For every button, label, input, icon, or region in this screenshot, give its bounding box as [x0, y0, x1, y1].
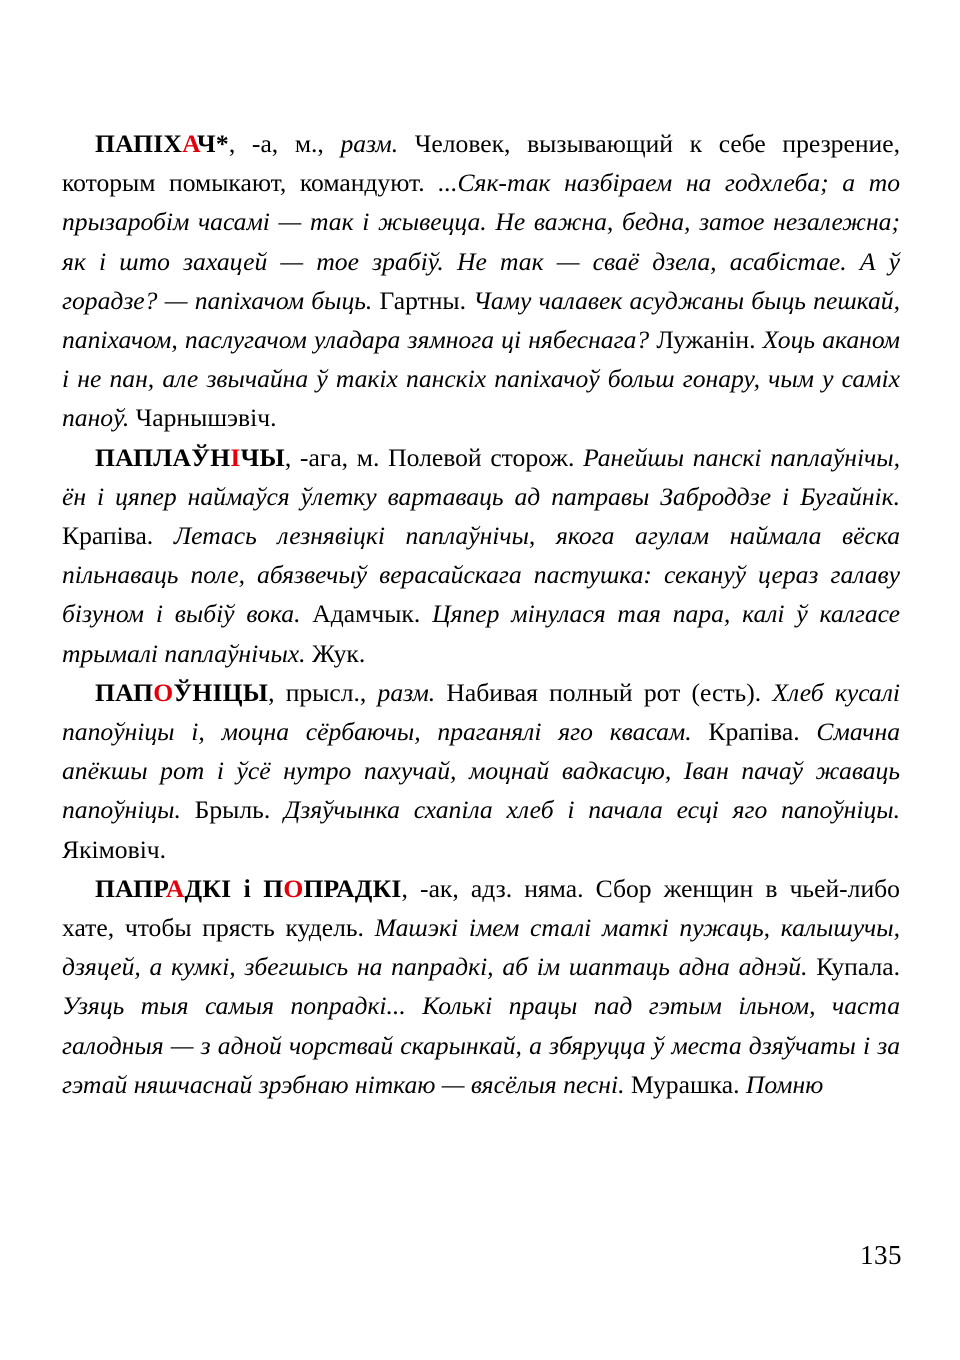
citation: Машэкі імем сталі маткі пужаць, калышучы, дзяцей, а кумкі, збегшысь на папрадкі, аб ім шаптаць адна аднэй.	[62, 913, 900, 982]
citation: Хоць аканом і не пан, але звычайна ў такіх панскіх папіхачоў больш гонару, чым у саміх паноў.	[62, 325, 900, 433]
stressed-vowel: О	[153, 677, 174, 707]
citation-author: Крапіва.	[691, 717, 817, 747]
stressed-vowel: І	[230, 442, 241, 472]
stressed-vowel: А	[165, 873, 185, 903]
citation-author: Лужанін.	[649, 325, 763, 355]
headword-text-tail: ЧЫ	[240, 442, 285, 472]
dictionary-entry	[62, 124, 900, 438]
headword-conjunction: і	[231, 873, 264, 903]
usage-label: разм.	[377, 677, 436, 707]
citation-author: Адамчык.	[300, 599, 433, 629]
headword	[95, 874, 402, 903]
headword-variant-tail: ПРАДКІ	[303, 873, 402, 903]
definition-gloss: Человек, вызывающий к себе презрение, которым помыкают, командуют.	[62, 129, 900, 198]
text-column	[62, 124, 900, 1104]
headword-text: ПАП	[95, 677, 154, 707]
headword-text: ПАПЛАЎН	[95, 442, 231, 472]
usage-label: разм.	[340, 129, 399, 158]
stressed-vowel-variant: О	[283, 873, 304, 903]
headword	[95, 443, 285, 472]
citation: Узяць тыя самыя попрадкі... Колькі працы пад гэтым ільном, часта галодныя — з адной чорствай скарынкай, а збяруцца ў места дзяўчаты і за гэтай няшчаснай зрэбнаю ніткаю — вясёлыя песні.	[62, 991, 900, 1099]
page-number: 135	[860, 1240, 902, 1270]
dictionary-entry	[62, 869, 900, 1104]
citation: Хлеб кусалі папоўніцы і, моцна сёрбаючы, праганялі яго квасам.	[62, 677, 900, 747]
citation-author: Чарнышэвіч.	[129, 403, 277, 433]
citation-author: Гартны.	[372, 285, 474, 315]
citation-author: Мурашка.	[624, 1069, 746, 1099]
dictionary-entry	[62, 673, 900, 869]
stressed-vowel: А	[182, 129, 197, 158]
grammar-label: , -а, м.,	[228, 129, 341, 158]
citation-author: Крапіва.	[62, 521, 174, 551]
citation: Смачна апёкшы рот і ўсё нутро пахучай, моцнай вадкасцю, Іван пачаў жаваць папоўніцы.	[62, 717, 900, 825]
headword-text-tail: ДКІ	[184, 873, 232, 903]
headword-variant-text: П	[263, 873, 284, 903]
grammar-label: , -ага, м.	[284, 442, 389, 472]
headword-text: ПАПІХ	[95, 129, 183, 158]
citation-author: Брыль.	[180, 795, 285, 825]
citation-author: Купала.	[807, 952, 900, 982]
citation: Летась лезнявіцкі паплаўнічы, якога агулам наймала вёска пільнаваць поле, абязвечыў верасайскага пастушка: секануў цераз галаву бізуном і выбіў вока.	[62, 521, 901, 629]
headword-text-tail: ЎНІЦЫ	[173, 677, 269, 707]
citation: Ранейшы панскі паплаўнічы, ён і цяпер наймаўся ўлетку вартаваць ад патравы Заброддзе і Бугайнік.	[62, 442, 901, 511]
citation: Цяпер мінулася тая пара, калі ў калгасе трымалі паплаўнічых.	[62, 599, 900, 668]
grammar-label: , -ак, адз. няма.	[401, 873, 596, 903]
headword	[95, 678, 268, 707]
citation-author: Якімовіч.	[62, 834, 167, 864]
dictionary-entry	[62, 438, 900, 673]
citation: Дзяўчынка схапіла хлеб і пачала есці яго папоўніцы.	[284, 795, 900, 825]
headword-text: ПАПР	[95, 873, 166, 903]
headword	[95, 129, 229, 158]
citation: ...Сяк-так назбіраем на годхлеба; а то прызаробім часамі — так і жывецца. Не важна, бедна, затое незалежна; як і што захацей — тое зрабіў. Не так — сваё дзела, асабістае. А ў горадзе? — папіхачом быць.	[62, 168, 900, 315]
headword-text-tail: Ч*	[196, 129, 229, 158]
definition-gloss: Полевой сторож.	[388, 442, 584, 472]
citation-author: Жук.	[305, 638, 366, 668]
definition-gloss: Набивая полный рот (есть).	[435, 677, 773, 707]
grammar-label: , прысл.,	[268, 677, 378, 707]
citation-continued: Помню	[745, 1069, 824, 1099]
definition-gloss: Сбор женщин в чьей-либо хате, чтобы прясть кудель.	[62, 873, 900, 943]
citation: Чаму чалавек асуджаны быць пешкай, папіхачом, паслугачом уладара зямнога ці нябеснага?	[62, 285, 900, 355]
